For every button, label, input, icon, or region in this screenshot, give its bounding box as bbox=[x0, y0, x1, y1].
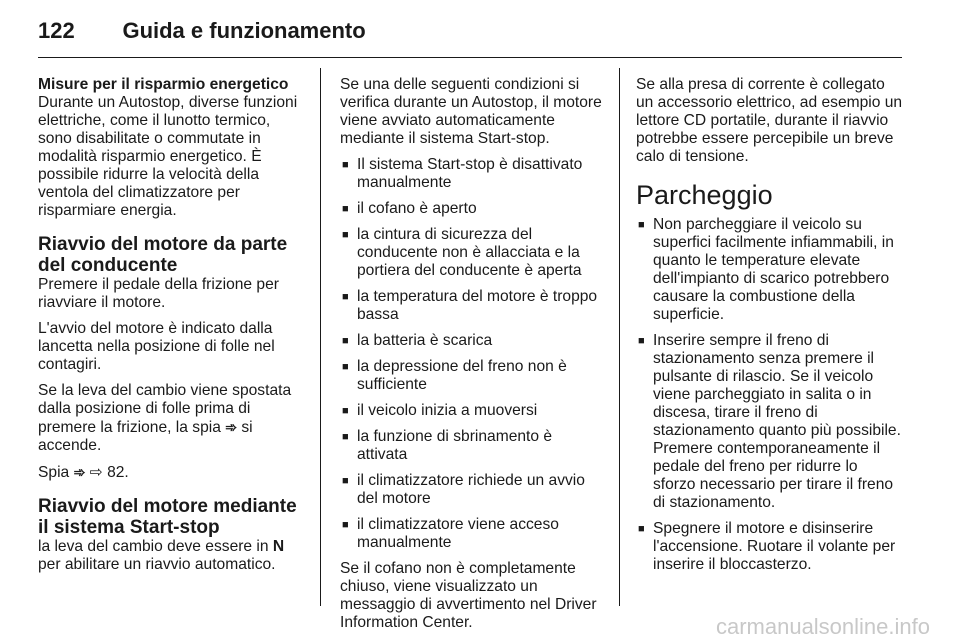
paragraph-restart-1: Premere il pedale della frizione per riavviare il motore. bbox=[38, 276, 279, 311]
paragraph-conditions-intro: Se una delle seguenti condizioni si verifica durante un Autostop, il motore viene avviato automaticamente mediante il sistema Start-stop. bbox=[340, 76, 602, 147]
paragraph-hood-warning: Se il cofano non è completamente chiuso, viene visualizzato un messaggio di avvertimento nel Driver Information Center. bbox=[340, 560, 597, 631]
conditions-list bbox=[340, 156, 602, 552]
list-item: ■ Il sistema Start-stop è disattivato manualmente bbox=[340, 156, 602, 192]
restart-system-text: la leva del cambio deve essere in bbox=[38, 538, 269, 555]
start-stop-indicator-icon: ➾ bbox=[225, 419, 237, 435]
list-item: ■ il climatizzatore viene acceso manualmente bbox=[340, 516, 602, 552]
list-item: ■ la depressione del freno non è sufficiente bbox=[340, 358, 602, 394]
list-item: ■ il veicolo inizia a muoversi bbox=[340, 402, 602, 420]
paragraph-restart-2: L'avvio del motore è indicato dalla lancetta nella posizione di folle nel contagiri. bbox=[38, 320, 275, 373]
column-divider bbox=[320, 68, 321, 606]
paragraph-energy-saving: Durante un Autostop, diverse funzioni elettriche, come il lunotto termico, sono disabilitate o commutate in modalità risparmio energetico. È possibile ridurre la velocità della ventola del climatizzatore per risparmiare energia. bbox=[38, 94, 298, 219]
list-item: ■ la temperatura del motore è troppo bassa bbox=[340, 288, 602, 324]
restart-system-text-end: per abilitare un riavvio automatico. bbox=[38, 556, 276, 573]
page-title: Guida e funzionamento bbox=[122, 18, 366, 43]
paragraph-restart-3-end: si accende. bbox=[38, 419, 253, 454]
column-middle bbox=[340, 76, 602, 640]
list-item: ■ la batteria è scarica bbox=[340, 332, 602, 350]
page-reference-icon: ⇨ bbox=[89, 464, 103, 481]
paragraph-restart-3 bbox=[38, 382, 306, 455]
watermark: carmanualsonline.info bbox=[715, 614, 930, 639]
list-item: ■ la funzione di sbrinamento è attivata bbox=[340, 428, 602, 464]
header-rule bbox=[38, 57, 902, 58]
heading-restart-system: Riavvio del motore mediante il sistema Start-stop bbox=[38, 496, 297, 538]
column-divider bbox=[619, 68, 620, 606]
list-item: ■ il cofano è aperto bbox=[340, 200, 602, 218]
start-stop-indicator-icon: ➾ bbox=[73, 464, 86, 480]
list-item: ■ Inserire sempre il freno di stazionamento senza premere il pulsante di rilascio. Se il veicolo viene parcheggiato in salita o in discesa, tirare il freno di stazionamento quanto più possibile. Premere contemporaneamente il pedale del freno per ridurre lo sforzo necessario per tirare il freno di stazionamento. bbox=[636, 332, 904, 512]
paragraph-restart-3-text: Se la leva del cambio viene spostata dalla posizione di folle prima di premere la frizione, la spia bbox=[38, 382, 292, 436]
list-item: ■ la cintura di sicurezza del conducente non è allacciata e la portiera del conducente è aperta bbox=[340, 226, 602, 280]
gear-neutral-label: N bbox=[272, 538, 285, 555]
spia-page-ref[interactable]: 82. bbox=[107, 464, 129, 481]
paragraph-voltage-drop: Se alla presa di corrente è collegato un accessorio elettrico, ad esempio un lettore CD portatile, durante il riavvio potrebbe essere percepibile un breve calo di tensione. bbox=[636, 76, 903, 165]
list-item: ■ Spegnere il motore e disinserire l'accensione. Ruotare il volante per inserire il bloccasterzo. bbox=[636, 520, 904, 574]
list-item: ■ Non parcheggiare il veicolo su superfici facilmente infiammabili, in quanto le temperature elevate dell'impianto di scarico potrebbero causare la combustione della superficie. bbox=[636, 216, 904, 324]
page-header bbox=[38, 18, 902, 44]
heading-parking: Parcheggio bbox=[636, 180, 773, 210]
column-right bbox=[636, 76, 904, 582]
parking-list bbox=[636, 216, 904, 574]
page-number: 122 bbox=[38, 18, 75, 43]
paragraph-spia bbox=[38, 463, 306, 482]
column-left bbox=[38, 76, 306, 582]
heading-restart-driver: Riavvio del motore da parte del conducente bbox=[38, 234, 288, 276]
list-item: ■ il climatizzatore richiede un avvio del motore bbox=[340, 472, 602, 508]
paragraph-restart-system bbox=[38, 538, 306, 574]
heading-energy-saving: Misure per il risparmio energetico bbox=[38, 76, 289, 93]
spia-label: Spia bbox=[38, 464, 70, 481]
